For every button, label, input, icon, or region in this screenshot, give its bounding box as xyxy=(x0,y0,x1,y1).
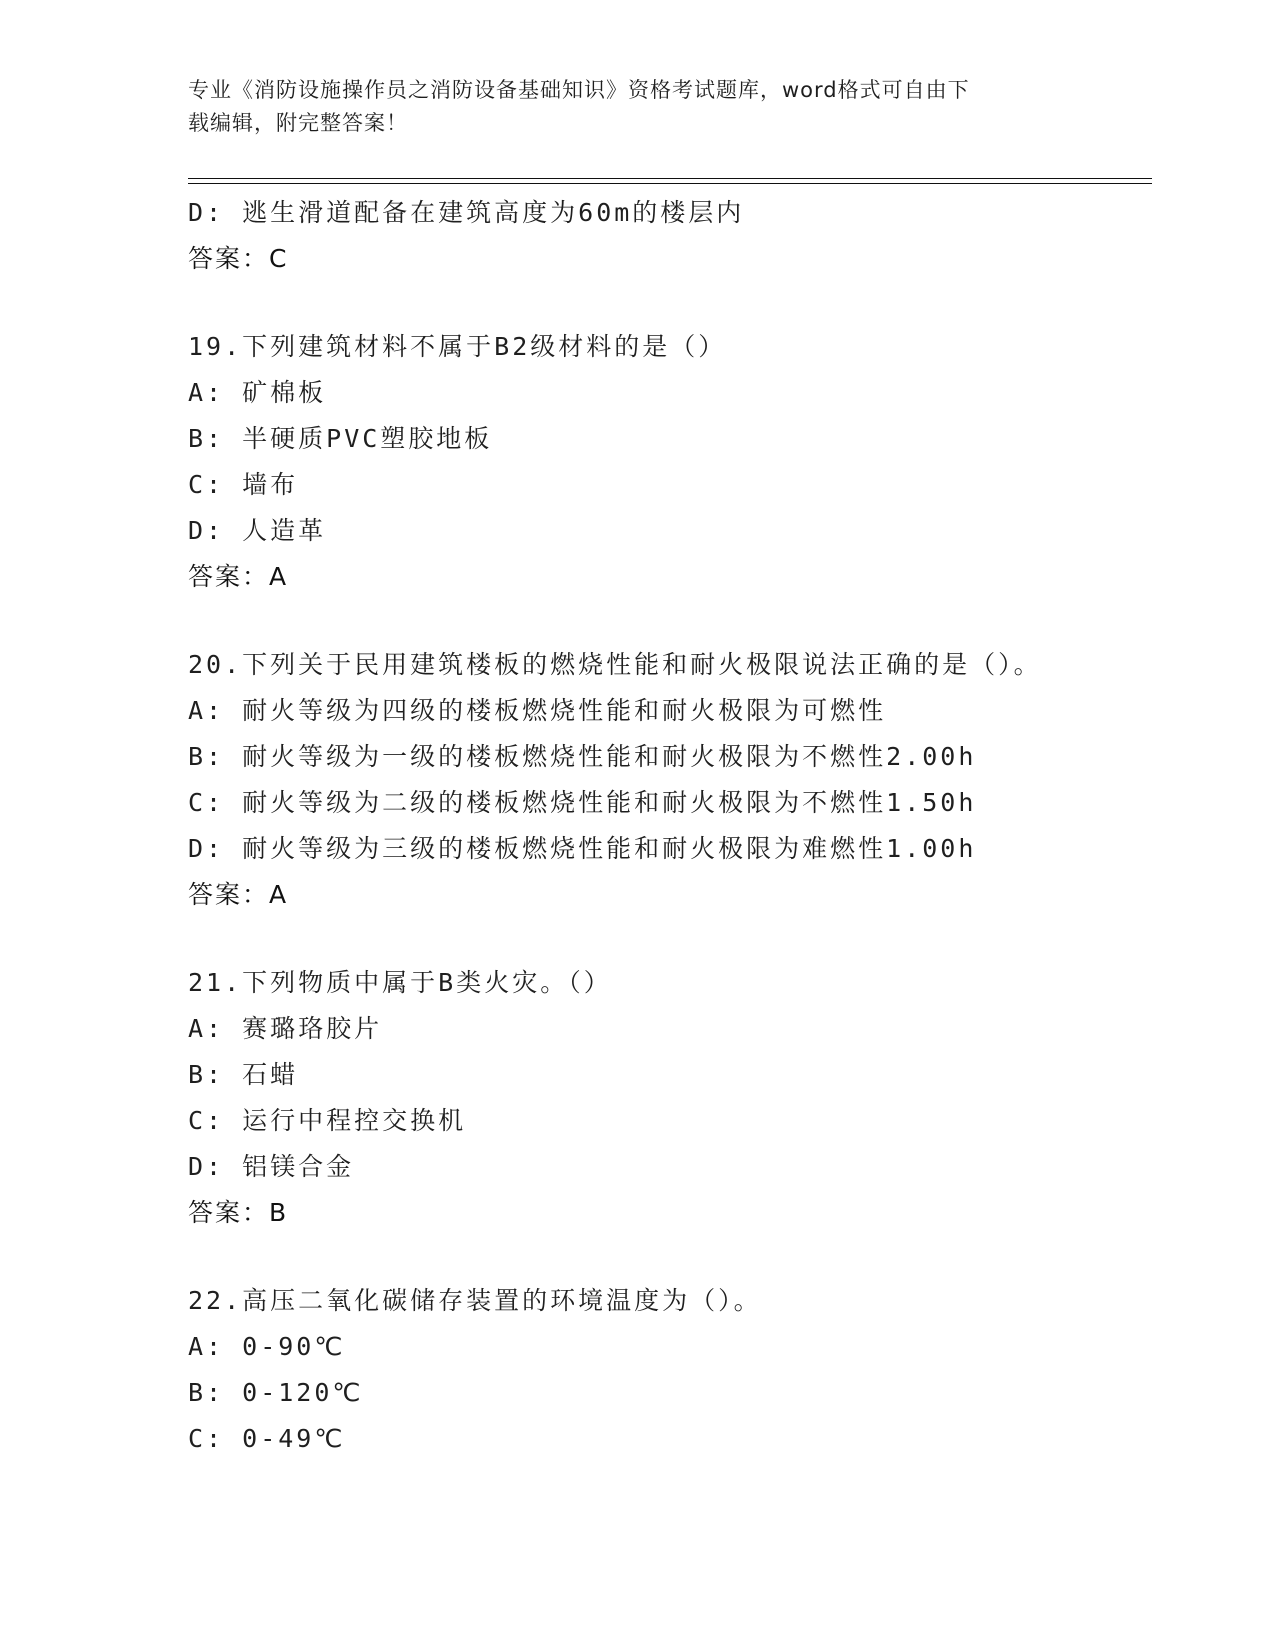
option-a: A: 耐火等级为四级的楼板燃烧性能和耐火极限为可燃性 xyxy=(188,696,887,725)
header-divider-bottom xyxy=(188,183,1152,184)
document-header xyxy=(188,74,1068,140)
question-stem: 21.下列物质中属于B类火灾。（） xyxy=(188,968,612,997)
question-stem: 20.下列关于民用建筑楼板的燃烧性能和耐火极限说法正确的是（）。 xyxy=(188,650,1042,679)
option-c: C: 0-49℃ xyxy=(188,1424,346,1453)
option-d: D: 逃生滑道配备在建筑高度为60m的楼层内 xyxy=(188,198,745,227)
answer-text: 答案：A xyxy=(188,880,289,909)
option-d: D: 铝镁合金 xyxy=(188,1152,355,1181)
question-19 xyxy=(188,324,1148,600)
spacer xyxy=(188,600,1148,642)
spacer xyxy=(188,1236,1148,1278)
option-c: C: 墙布 xyxy=(188,470,299,499)
option-a: A: 赛璐珞胶片 xyxy=(188,1014,383,1043)
answer-text: 答案：C xyxy=(188,244,289,273)
question-list xyxy=(188,190,1148,1462)
question-21 xyxy=(188,960,1148,1236)
spacer xyxy=(188,918,1148,960)
option-d: D: 人造革 xyxy=(188,516,327,545)
option-b: B: 半硬质PVC塑胶地板 xyxy=(188,424,493,453)
answer-text: 答案：A xyxy=(188,562,289,591)
option-a: A: 0-90℃ xyxy=(188,1332,346,1361)
header-divider-top xyxy=(188,178,1152,179)
option-d: D: 耐火等级为三级的楼板燃烧性能和耐火极限为难燃性1.00h xyxy=(188,834,977,863)
question-partial xyxy=(188,190,1148,282)
option-a: A: 矿棉板 xyxy=(188,378,327,407)
question-20 xyxy=(188,642,1148,918)
spacer xyxy=(188,282,1148,324)
header-line-1: 专业《消防设施操作员之消防设备基础知识》资格考试题库，word格式可自由下 xyxy=(188,78,970,102)
question-stem: 19.下列建筑材料不属于B2级材料的是（） xyxy=(188,332,727,361)
option-b: B: 石蜡 xyxy=(188,1060,299,1089)
option-b: B: 0-120℃ xyxy=(188,1378,364,1407)
answer-text: 答案：B xyxy=(188,1198,289,1227)
option-c: C: 耐火等级为二级的楼板燃烧性能和耐火极限为不燃性1.50h xyxy=(188,788,977,817)
question-stem: 22.高压二氧化碳储存装置的环境温度为（）。 xyxy=(188,1286,762,1315)
header-line-2: 载编辑，附完整答案！ xyxy=(188,111,408,135)
question-22 xyxy=(188,1278,1148,1462)
option-c: C: 运行中程控交换机 xyxy=(188,1106,467,1135)
option-b: B: 耐火等级为一级的楼板燃烧性能和耐火极限为不燃性2.00h xyxy=(188,742,977,771)
